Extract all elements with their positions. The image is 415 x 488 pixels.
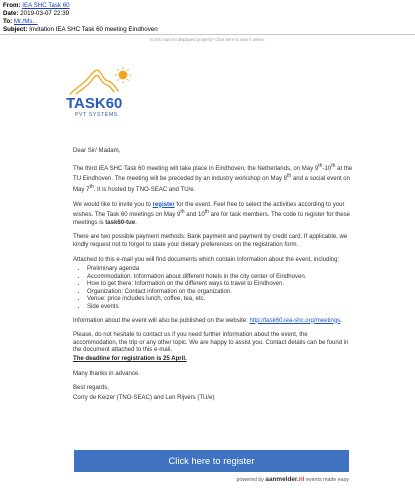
email-header <box>3 2 413 34</box>
intro-sup-2: th <box>331 162 336 169</box>
intro-sup-4: th <box>89 183 94 190</box>
payment-paragraph: There are two possible payment methods: Bank payment and payment by credit card. If applicable, we kindly request not to forget to state your dietary preferences on the registration form. <box>73 234 348 248</box>
intro-text-4: and a social event on May 7 <box>73 176 351 193</box>
register-text-3: and 10 <box>184 212 205 219</box>
intro-text-2: -10 <box>322 165 332 172</box>
register-sup-1: th <box>180 209 185 216</box>
list-item: • Accommodation: Information about different hotels in the city center of Eindhoven. <box>87 274 353 282</box>
list-item: • Preliminary agenda <box>87 266 353 274</box>
date-row <box>3 10 413 18</box>
intro-sup-1: th <box>318 162 323 169</box>
register-text-5: . <box>135 219 137 226</box>
attachments-list <box>73 266 353 311</box>
email-body <box>73 148 353 410</box>
sun-icon <box>115 67 131 83</box>
header-divider <box>0 34 415 35</box>
intro-paragraph <box>73 163 353 195</box>
mountain-wave-icon <box>70 70 118 94</box>
logo-title: TASK60 <box>66 95 123 112</box>
brand-name: aanmelder <box>265 476 298 483</box>
contact-text: Please, do not hesitate to contact us if you need further information about the event, the accommodation, the trip or any other topic. We are happy to assist you. Contact details can be found in the document attached to this e-mail. <box>73 332 349 354</box>
greeting: Dear Sir/ Madam, <box>73 148 121 154</box>
task60-logo <box>66 58 136 126</box>
intro-sup-3: th <box>287 173 292 180</box>
subject-value: Invitation IEA SHC Task 60 meeting Eindhoven <box>29 25 158 33</box>
intro-text-5: . It is hosted by TNO-SEAC and TU/e. <box>93 186 196 193</box>
contact-paragraph <box>73 332 353 355</box>
deadline-text: The deadline for registration is 25 April. <box>73 355 187 362</box>
list-item: • Organization: Contact information on the organization. <box>87 289 353 297</box>
register-link[interactable]: register <box>152 201 175 208</box>
view-online-notice[interactable]: Is this mail not displayed properly? Click here to view it online. <box>150 37 265 42</box>
register-text-1: We would like to invite you to <box>73 201 153 208</box>
registration-code: task60-tue <box>105 219 136 226</box>
date-value: 2019-03-07 22:39 <box>20 9 70 17</box>
intro-text-3: at the TU Eindhoven. The meeting will be preceded by an industry workshop on May 8 <box>73 165 353 183</box>
powered-by-footer <box>74 476 349 483</box>
website-text-end: . <box>340 317 342 324</box>
intro-text-1: The third IEA SHC Task 60 meeting will take place in Eindhoven, the Netherlands, on May 9 <box>73 165 319 172</box>
register-button[interactable]: Click here to register <box>74 450 349 472</box>
brand-tld: .nl <box>297 476 305 483</box>
to-row <box>3 18 413 26</box>
list-item: • How to get there: Information on the different ways to travel to Eindhoven. <box>87 281 353 289</box>
from-row <box>3 2 413 10</box>
aanmelder-logo[interactable] <box>265 476 304 483</box>
register-text-4: are for task members. The code to register for these meetings is <box>73 212 350 226</box>
thanks-text: Many thanks in advance. <box>73 370 140 377</box>
list-item: • Venue: price includes lunch, coffee, tea, etc. <box>87 296 353 304</box>
subject-row <box>3 26 413 34</box>
register-text-2: for the event. Feel free to select the activities according to your wishes. The Task 60 meetings on May 9 <box>73 201 345 219</box>
to-recipient-link[interactable]: Mr./Ms. . <box>13 17 38 25</box>
from-label: From: <box>3 2 21 9</box>
signature-text: Corry de Keizer (TNO-SEAC) and Len Rijvers (TU/e) <box>73 394 215 401</box>
website-paragraph <box>73 318 353 326</box>
date-label: Date: <box>3 9 19 17</box>
brand-tagline: events made easy <box>306 477 349 483</box>
to-label: To: <box>3 17 13 25</box>
deadline-paragraph <box>73 356 353 364</box>
register-sup-2: th <box>204 209 209 216</box>
logo-subtitle: PVT SYSTEMS <box>75 112 118 118</box>
website-link[interactable]: http://task60.iea-shc.org/meetings <box>249 317 341 324</box>
register-paragraph <box>73 202 353 228</box>
from-sender-link[interactable]: IEA SHC Task 60 <box>22 2 70 9</box>
regards-text: Best regards, <box>73 385 109 392</box>
attachments-paragraph: Attached to this e-mail you will find documents which contain information about the event, including: <box>73 256 340 263</box>
website-text: Information about the event will also be published on the website: <box>73 317 250 324</box>
subject-label: Subject: <box>3 25 28 33</box>
list-item: • Side events <box>87 304 353 312</box>
powered-by-label: powered by <box>236 477 264 483</box>
